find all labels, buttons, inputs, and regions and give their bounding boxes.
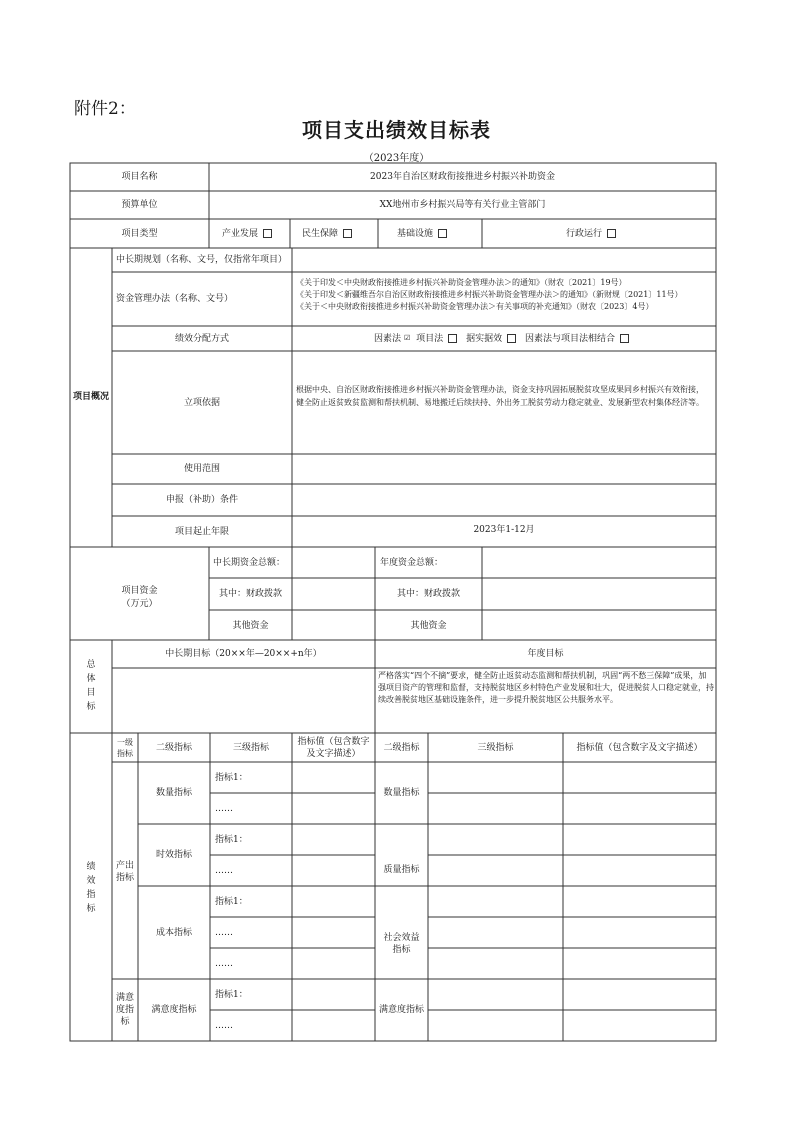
type-administration[interactable] [566,228,616,240]
annual-total-label: 年度资金总额： [380,558,444,568]
attachment-label: 附件2： [74,99,136,119]
funds-mgmt-label: 资金管理办法（名称、文号） [116,294,234,304]
budget-unit-value: XX地州市乡村振兴局等有关行业主管部门 [379,200,546,210]
right-satisfaction-label: 满意度指标 [378,1005,424,1015]
right-social-label: 社会效益指标 [383,933,420,955]
mid-other-label: 其他资金 [232,621,269,631]
checkbox-icon[interactable] [448,334,457,343]
type-livelihood[interactable] [302,228,352,240]
output-label: 产出指标 [115,861,134,883]
funds-unit: （万元） [121,599,158,609]
allocation-label: 绩效分配方式 [174,334,229,344]
mid-goal-label: 中长期目标（20××年—20××+n年） [165,649,322,659]
allocation-project: 项目法 [416,334,444,344]
cost-label: 成本指标 [155,928,192,938]
satisfaction-label: 满意度指标 [151,1005,197,1015]
mid-finance-label: 其中：财政拨款 [218,589,282,599]
indicator-1-effect: 指标1： [215,835,248,845]
right-quantity-label: 数量指标 [383,788,420,798]
checkbox-icon[interactable] [343,229,352,238]
overview-section-label: 项目概况 [72,392,109,402]
basis-text: 根据中央、自治区财政衔接推进乡村振兴补助资金管理办法，资金支持巩固拓展脱贫攻坚成果同乡村振兴有效衔接，健全防止返贫致贫监测和帮扶机制、易地搬迁后续扶持、外出务工脱贫劳动力稳定就业、发展新型农村集体经济等。 [296,385,704,407]
allocation-factor: 因素法 [374,334,402,344]
annual-other-label: 其他资金 [410,621,447,631]
checkbox-icon[interactable] [607,229,616,238]
type-infrastructure[interactable] [397,228,447,240]
annual-goal-text: 严格落实“四个不摘”要求，健全防止返贫动态监测和帮扶机制，巩固“两不愁三保障”成果，加强项目资产的管理和监督，支持脱贫地区乡村特色产业发展和壮大，促进脱贫人口稳定就业，持续改善脱贫地区基础设施条件，进一步提升脱贫地区公共服务水平。 [378,671,714,704]
effect-label: 时效指标 [155,850,192,860]
col-value: 指标值（包含数字及文字描述） [297,737,370,759]
col-level2: 二级指标 [155,743,192,753]
right-quality-label: 质量指标 [383,865,420,875]
quantity-label: 数量指标 [155,788,192,798]
period-value: 2023年1-12月 [473,525,535,535]
col-level3-right: 三级指标 [477,743,514,753]
ellipsis-cost-2: …… [215,959,233,969]
type-industry-label: 产业发展 [222,229,259,239]
indicators-label: 绩效指标 [86,862,96,914]
satisfaction-group-label: 满意度指标 [115,993,134,1027]
conditions-label: 申报（补助）条件 [165,495,238,505]
indicator-1-cost: 指标1： [215,897,248,907]
col-level1: 一级指标 [117,738,133,758]
ellipsis-cost-1: …… [215,928,233,938]
indicator-1-quantity: 指标1： [215,773,248,783]
year-label: （2023年度） [363,153,430,164]
type-industry[interactable] [222,228,272,240]
period-label: 项目起止年限 [174,527,229,537]
funds-mgmt-line-3: 《关于＜中央财政衔接推进乡村振兴补助资金管理办法＞有关事项的补充通知》（财农〔2023〕4号） [296,302,654,311]
funds-mgmt-line-2: 《关于印发＜新疆维吾尔自治区财政衔接推进乡村振兴补助资金管理办法＞的通知》（新财规〔2021〕11号） [296,290,683,299]
checkbox-icon[interactable] [507,334,516,343]
ellipsis-effect: …… [215,866,233,876]
goals-label: 总体目标 [86,660,96,712]
funds-label: 项目资金 [121,586,158,596]
mid-total-label: 中长期资金总额： [213,558,286,568]
checkbox-checked-icon[interactable]: ☑ [404,334,411,342]
col-level3: 三级指标 [232,743,269,753]
type-livelihood-label: 民生保障 [302,229,339,239]
scope-label: 使用范围 [183,464,220,474]
funds-mgmt-line-1: 《关于印发＜中央财政衔接推进乡村振兴补助资金管理办法＞的通知》（财农〔2021〕19号） [296,278,627,287]
checkbox-icon[interactable] [263,229,272,238]
checkbox-icon[interactable] [620,334,629,343]
type-administration-label: 行政运行 [566,229,603,239]
annual-finance-label: 其中：财政拨款 [396,589,460,599]
ellipsis-satisfaction: …… [215,1021,233,1031]
project-name-value: 2023年自治区财政衔接推进乡村振兴补助资金 [370,172,555,182]
plan-label: 中长期规划（名称、文号，仅指常年项目） [116,255,288,265]
indicator-1-satisfaction: 指标1： [215,990,248,1000]
col-level2-right: 二级指标 [383,743,420,753]
col-value-right: 指标值（包含数字及文字描述） [576,743,703,753]
project-name-label: 项目名称 [121,172,158,182]
budget-unit-label: 预算单位 [121,200,158,210]
basis-label: 立项依据 [183,398,220,408]
allocation-combined: 因素法与项目法相结合 [524,334,615,344]
page-title: 项目支出绩效目标表 [302,118,491,142]
project-type-label: 项目类型 [121,229,158,239]
ellipsis-quantity: …… [215,804,233,814]
type-infrastructure-label: 基础设施 [397,229,434,239]
allocation-actual: 据实据效 [466,334,503,344]
allocation-options [374,333,629,345]
checkbox-icon[interactable] [438,229,447,238]
annual-goal-label: 年度目标 [527,649,564,659]
